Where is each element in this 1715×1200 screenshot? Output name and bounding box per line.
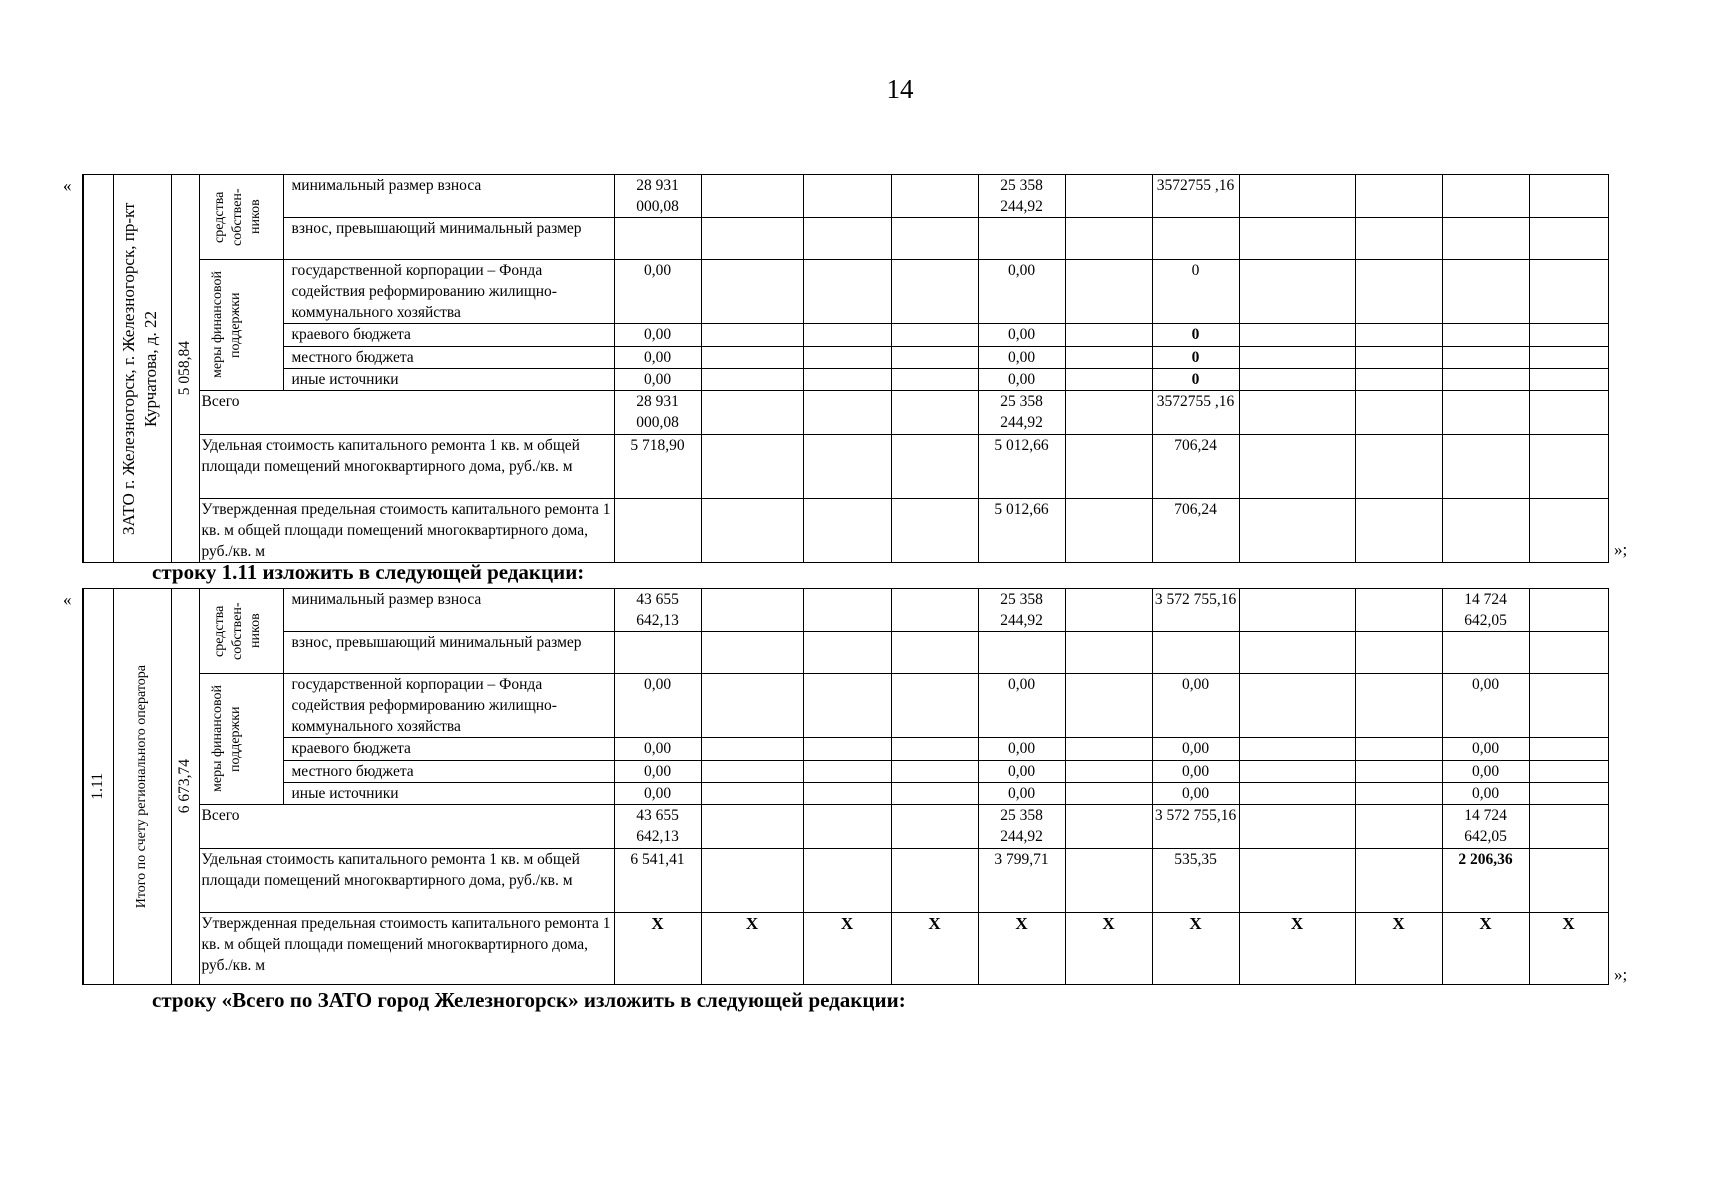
value-cell: 25 358 244,92 xyxy=(978,391,1065,435)
area-cell xyxy=(171,589,199,985)
value-cell: 3 799,71 xyxy=(978,849,1065,913)
table-row xyxy=(83,849,1608,913)
x-mark: X xyxy=(1152,913,1239,985)
value-cell: 25 358 244,92 xyxy=(978,589,1065,632)
row-number: 1.11 xyxy=(89,773,107,800)
value-cell: 0,00 xyxy=(1442,674,1529,738)
table-row xyxy=(83,175,1608,218)
value-cell: 0,00 xyxy=(614,260,701,324)
value-cell: 0,00 xyxy=(978,760,1065,782)
value-cell: 25 358 244,92 xyxy=(978,175,1065,218)
label-other: иные источники xyxy=(283,368,614,390)
value-cell: 28 931 000,08 xyxy=(614,391,701,435)
table-row-1-11 xyxy=(82,588,1609,985)
value-cell: 5 012,66 xyxy=(978,435,1065,499)
value-cell: 0,00 xyxy=(614,760,701,782)
area-value: 5 058,84 xyxy=(176,341,193,396)
value-cell: 3 572 755,16 xyxy=(1152,805,1239,849)
instruction-line-total: строку «Всего по ЗАТО город Железногорск» изложить в следующей редакции: xyxy=(152,988,906,1012)
value-cell: 0,00 xyxy=(1442,738,1529,760)
value-cell: 14 724 642,05 xyxy=(1442,805,1529,849)
label-total: Всего xyxy=(199,805,614,849)
value-cell: 0,00 xyxy=(614,738,701,760)
table-row xyxy=(83,324,1608,346)
x-mark: X xyxy=(891,913,978,985)
value-cell: 0 xyxy=(1152,324,1239,346)
table-row xyxy=(83,913,1608,985)
group-owners-cell xyxy=(199,589,283,674)
close-quote: »; xyxy=(1614,540,1628,559)
group-owners-label: средства собствен-ников xyxy=(212,188,263,246)
table-row xyxy=(83,589,1608,632)
value-cell: 0,00 xyxy=(1152,760,1239,782)
label-unit-cost: Удельная стоимость капитального ремонта 1 кв. м общей площади помещений многоквартирного дома, руб./кв. м xyxy=(199,849,614,913)
table-row xyxy=(83,760,1608,782)
label-limit-cost: Утвержденная предельная стоимость капитального ремонта 1 кв. м общей площади помещений многоквартирного дома, руб./кв. м xyxy=(199,499,614,563)
value-cell: 0,00 xyxy=(978,782,1065,804)
table-row xyxy=(83,632,1608,674)
label-local: местного бюджета xyxy=(283,760,614,782)
table-house-kurchatova-22 xyxy=(82,174,1609,563)
table-row xyxy=(83,805,1608,849)
label-min-fee: минимальный размер взноса xyxy=(283,175,614,218)
value-cell: 0 xyxy=(1152,260,1239,324)
label-state-corp: государственной корпорации – Фонда содействия реформированию жилищно-коммунального хозяйства xyxy=(283,674,614,738)
value-cell: 5 012,66 xyxy=(978,499,1065,563)
x-mark: X xyxy=(978,913,1065,985)
label-state-corp: государственной корпорации – Фонда содействия реформированию жилищно-коммунального хозяйства xyxy=(283,260,614,324)
address-text: ЗАТО г. Железногорск, г. Железногорск, пр-кт Курчатова, д. 22 xyxy=(119,202,160,535)
row-name: Итого по счету регионального оператора xyxy=(134,664,149,909)
value-cell: 3572755 ,16 xyxy=(1152,175,1239,218)
instruction-line-1-11: строку 1.11 изложить в следующей редакции: xyxy=(152,560,585,584)
table-row xyxy=(83,391,1608,435)
value-cell: 0,00 xyxy=(614,324,701,346)
value-cell: 0 xyxy=(1152,346,1239,368)
value-cell: 14 724 642,05 xyxy=(1442,589,1529,632)
table-row xyxy=(83,368,1608,390)
value-cell: 0,00 xyxy=(614,782,701,804)
value-cell: 0,00 xyxy=(978,674,1065,738)
row-number-cell xyxy=(83,175,113,563)
value-cell: 43 655 642,13 xyxy=(614,805,701,849)
row-number-cell xyxy=(83,589,113,985)
address-cell xyxy=(113,175,171,563)
table-row xyxy=(83,674,1608,738)
x-mark: X xyxy=(701,913,803,985)
value-cell: 0,00 xyxy=(1152,738,1239,760)
value-cell: 3 572 755,16 xyxy=(1152,589,1239,632)
group-support-label: меры финансовой поддержки xyxy=(210,685,243,793)
group-support-cell xyxy=(199,674,283,805)
x-mark: X xyxy=(1239,913,1355,985)
label-other: иные источники xyxy=(283,782,614,804)
value-cell: 0,00 xyxy=(978,368,1065,390)
table-row xyxy=(83,738,1608,760)
value-cell: 0,00 xyxy=(614,368,701,390)
x-mark: X xyxy=(1065,913,1152,985)
close-quote: »; xyxy=(1614,965,1628,984)
value-cell: 5 718,90 xyxy=(614,435,701,499)
table-row xyxy=(83,218,1608,260)
label-over-min: взнос, превышающий минимальный размер xyxy=(283,632,614,674)
label-min-fee: минимальный размер взноса xyxy=(283,589,614,632)
group-owners-cell xyxy=(199,175,283,260)
row-name-cell xyxy=(113,589,171,985)
label-regional: краевого бюджета xyxy=(283,738,614,760)
table-row xyxy=(83,499,1608,563)
value-cell: 0,00 xyxy=(978,324,1065,346)
label-local: местного бюджета xyxy=(283,346,614,368)
group-support-label: меры финансовой поддержки xyxy=(210,271,243,379)
value-cell: 28 931 000,08 xyxy=(614,175,701,218)
x-mark: X xyxy=(803,913,891,985)
label-limit-cost: Утвержденная предельная стоимость капитального ремонта 1 кв. м общей площади помещений многоквартирного дома, руб./кв. м xyxy=(199,913,614,985)
table-row xyxy=(83,260,1608,324)
value-cell: 0,00 xyxy=(978,738,1065,760)
table-row xyxy=(83,782,1608,804)
value-cell: 0,00 xyxy=(978,260,1065,324)
value-cell: 0,00 xyxy=(1442,760,1529,782)
value-cell: 0,00 xyxy=(1152,674,1239,738)
open-quote: « xyxy=(63,590,72,609)
x-mark: X xyxy=(1529,913,1608,985)
value-cell: 535,35 xyxy=(1152,849,1239,913)
label-regional: краевого бюджета xyxy=(283,324,614,346)
x-mark: X xyxy=(614,913,701,985)
label-total: Всего xyxy=(199,391,614,435)
label-unit-cost: Удельная стоимость капитального ремонта 1 кв. м общей площади помещений многоквартирного дома, руб./кв. м xyxy=(199,435,614,499)
value-cell: 0,00 xyxy=(1152,782,1239,804)
x-mark: X xyxy=(1442,913,1529,985)
table-row xyxy=(83,346,1608,368)
value-cell: 706,24 xyxy=(1152,499,1239,563)
table-row xyxy=(83,435,1608,499)
value-cell: 0 xyxy=(1152,368,1239,390)
area-value: 6 673,74 xyxy=(176,759,193,814)
value-cell: 43 655 642,13 xyxy=(614,589,701,632)
group-owners-label: средства собствен-ников xyxy=(212,602,263,660)
page-number: 14 xyxy=(886,74,914,104)
value-cell: 0,00 xyxy=(978,346,1065,368)
value-cell: 6 541,41 xyxy=(614,849,701,913)
value-cell: 25 358 244,92 xyxy=(978,805,1065,849)
value-cell: 0,00 xyxy=(614,674,701,738)
group-support-cell xyxy=(199,260,283,391)
value-cell: 3572755 ,16 xyxy=(1152,391,1239,435)
area-cell xyxy=(171,175,199,563)
value-cell: 0,00 xyxy=(1442,782,1529,804)
value-cell: 0,00 xyxy=(614,346,701,368)
value-cell: 706,24 xyxy=(1152,435,1239,499)
label-over-min: взнос, превышающий минимальный размер xyxy=(283,218,614,260)
value-cell: 2 206,36 xyxy=(1442,849,1529,913)
x-mark: X xyxy=(1355,913,1442,985)
open-quote: « xyxy=(63,176,72,195)
